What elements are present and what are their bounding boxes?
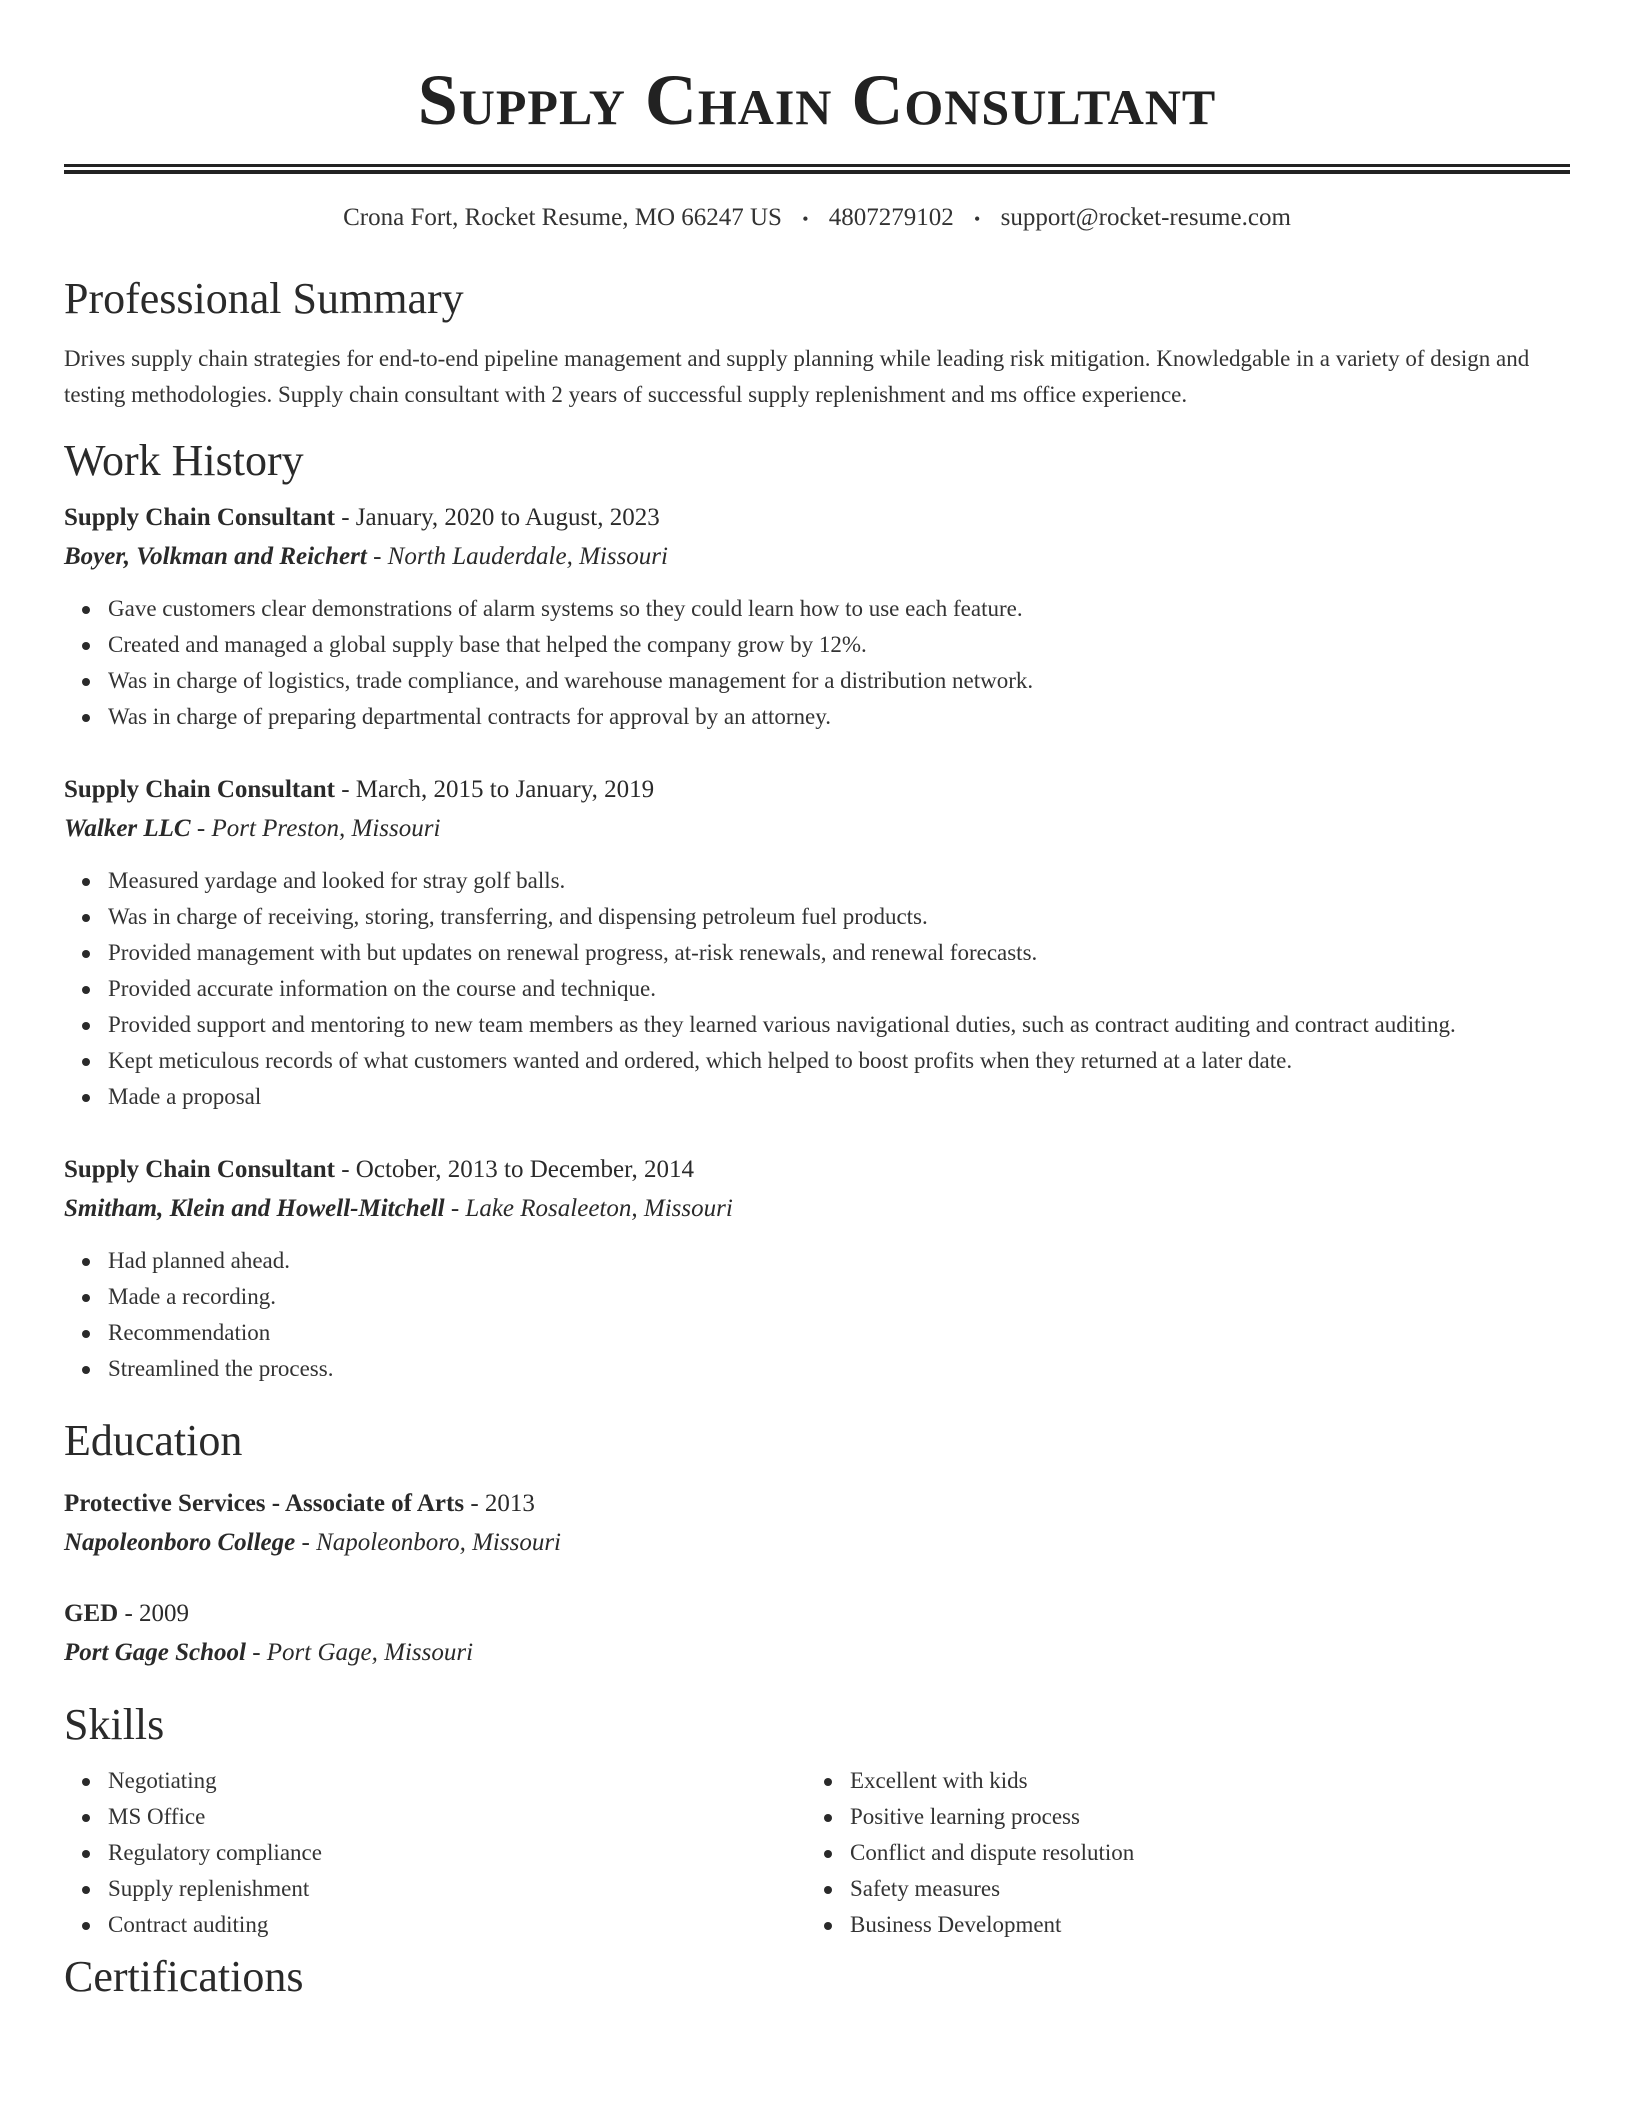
school-location: - Port Gage, Missouri bbox=[245, 1639, 474, 1667]
school-name: Napoleonboro College bbox=[64, 1529, 296, 1557]
section-title-work-history: Work History bbox=[64, 436, 304, 486]
education-entry bbox=[64, 1595, 1570, 1673]
list-item: Was in charge of receiving, storing, transferring, and dispensing petroleum fuel products. bbox=[108, 899, 1570, 935]
list-item: Was in charge of preparing departmental contracts for approval by an attorney. bbox=[108, 699, 1570, 735]
company-heading bbox=[64, 537, 1570, 577]
list-item: Kept meticulous records of what customers wanted and ordered, which helped to boost profits when they returned at a later date. bbox=[108, 1043, 1570, 1079]
list-item: Streamlined the process. bbox=[108, 1351, 1570, 1387]
skill-item: Regulatory compliance bbox=[108, 1835, 806, 1871]
list-item: Gave customers clear demonstrations of alarm systems so they could learn how to use each feature. bbox=[108, 591, 1570, 627]
company-name: Smitham, Klein and Howell-Mitchell bbox=[64, 1195, 445, 1223]
school-heading bbox=[64, 1633, 1570, 1673]
list-item: Provided management with but updates on renewal progress, at-risk renewals, and renewal forecasts. bbox=[108, 935, 1570, 971]
list-item: Measured yardage and looked for stray golf balls. bbox=[108, 863, 1570, 899]
company-location: - North Lauderdale, Missouri bbox=[366, 543, 668, 571]
summary-text: Drives supply chain strategies for end-to-end pipeline management and supply planning while leading risk mitigation. Knowledgable in a variety of design and testing methodologies. Supply chain consultant with 2 years of successful supply replenishment and ms office experience. bbox=[64, 346, 1530, 408]
list-item: Had planned ahead. bbox=[108, 1243, 1570, 1279]
job-heading bbox=[64, 1151, 1570, 1189]
company-location: - Port Preston, Missouri bbox=[190, 815, 441, 843]
job-dates: - January, 2020 to August, 2023 bbox=[334, 504, 660, 532]
bullet-separator: • bbox=[802, 209, 809, 230]
company-location: - Lake Rosaleeton, Missouri bbox=[444, 1195, 733, 1223]
education-entry bbox=[64, 1485, 1570, 1563]
skill-item: Contract auditing bbox=[108, 1907, 806, 1943]
resume-title: Supply Chain Consultant bbox=[417, 60, 1217, 140]
skills-list-left bbox=[64, 1763, 806, 1943]
job-dates: - March, 2015 to January, 2019 bbox=[334, 776, 655, 804]
company-heading bbox=[64, 1189, 1570, 1229]
list-item: Provided support and mentoring to new team members as they learned various navigational duties, such as contract auditing and contract auditing. bbox=[108, 1007, 1570, 1043]
list-item: Provided accurate information on the course and technique. bbox=[108, 971, 1570, 1007]
list-item: Created and managed a global supply base that helped the company grow by 12%. bbox=[108, 627, 1570, 663]
contact-address: Crona Fort, Rocket Resume, MO 66247 US bbox=[343, 204, 782, 231]
school-location: - Napoleonboro, Missouri bbox=[295, 1529, 561, 1557]
job-entry bbox=[64, 771, 1570, 1115]
job-entry bbox=[64, 1151, 1570, 1387]
skill-item: Safety measures bbox=[850, 1871, 1548, 1907]
school-name: Port Gage School bbox=[64, 1639, 246, 1667]
section-title-summary: Professional Summary bbox=[64, 274, 464, 324]
list-item: Made a recording. bbox=[108, 1279, 1570, 1315]
skills-grid bbox=[64, 1763, 1570, 1943]
job-dates: - October, 2013 to December, 2014 bbox=[334, 1156, 694, 1184]
job-position: Supply Chain Consultant bbox=[64, 504, 335, 532]
section-title-education: Education bbox=[64, 1416, 243, 1466]
company-heading bbox=[64, 809, 1570, 849]
section-title-skills: Skills bbox=[64, 1700, 165, 1750]
list-item: Recommendation bbox=[108, 1315, 1570, 1351]
job-heading bbox=[64, 499, 1570, 537]
job-duties-list bbox=[64, 1243, 1570, 1387]
contact-email: support@rocket-resume.com bbox=[1000, 204, 1291, 231]
resume-page bbox=[64, 0, 1570, 2003]
degree-heading bbox=[64, 1485, 1570, 1523]
list-item: Made a proposal bbox=[108, 1079, 1570, 1115]
skill-item: MS Office bbox=[108, 1799, 806, 1835]
job-entry bbox=[64, 499, 1570, 735]
degree-heading bbox=[64, 1595, 1570, 1633]
section-title-certifications: Certifications bbox=[64, 1952, 304, 2002]
company-name: Walker LLC bbox=[64, 815, 191, 843]
bullet-separator: • bbox=[974, 209, 981, 230]
company-name: Boyer, Volkman and Reichert bbox=[64, 543, 367, 571]
degree-year: - 2013 bbox=[464, 1490, 535, 1518]
title-divider bbox=[64, 164, 1570, 174]
job-duties-list bbox=[64, 863, 1570, 1115]
contact-phone: 4807279102 bbox=[828, 204, 954, 231]
skill-item: Negotiating bbox=[108, 1763, 806, 1799]
list-item: Was in charge of logistics, trade compliance, and warehouse management for a distribution network. bbox=[108, 663, 1570, 699]
degree-name: GED bbox=[64, 1600, 119, 1628]
skill-item: Excellent with kids bbox=[850, 1763, 1548, 1799]
skills-list-right bbox=[806, 1763, 1548, 1943]
skill-item: Positive learning process bbox=[850, 1799, 1548, 1835]
job-duties-list bbox=[64, 591, 1570, 735]
degree-year: - 2009 bbox=[118, 1600, 190, 1628]
skill-item: Supply replenishment bbox=[108, 1871, 806, 1907]
school-heading bbox=[64, 1523, 1570, 1563]
skill-item: Conflict and dispute resolution bbox=[850, 1835, 1548, 1871]
skill-item: Business Development bbox=[850, 1907, 1548, 1943]
degree-name: Protective Services - Associate of Arts bbox=[64, 1490, 465, 1518]
job-heading bbox=[64, 771, 1570, 809]
job-position: Supply Chain Consultant bbox=[64, 776, 335, 804]
contact-line bbox=[64, 202, 1570, 235]
job-position: Supply Chain Consultant bbox=[64, 1156, 335, 1184]
